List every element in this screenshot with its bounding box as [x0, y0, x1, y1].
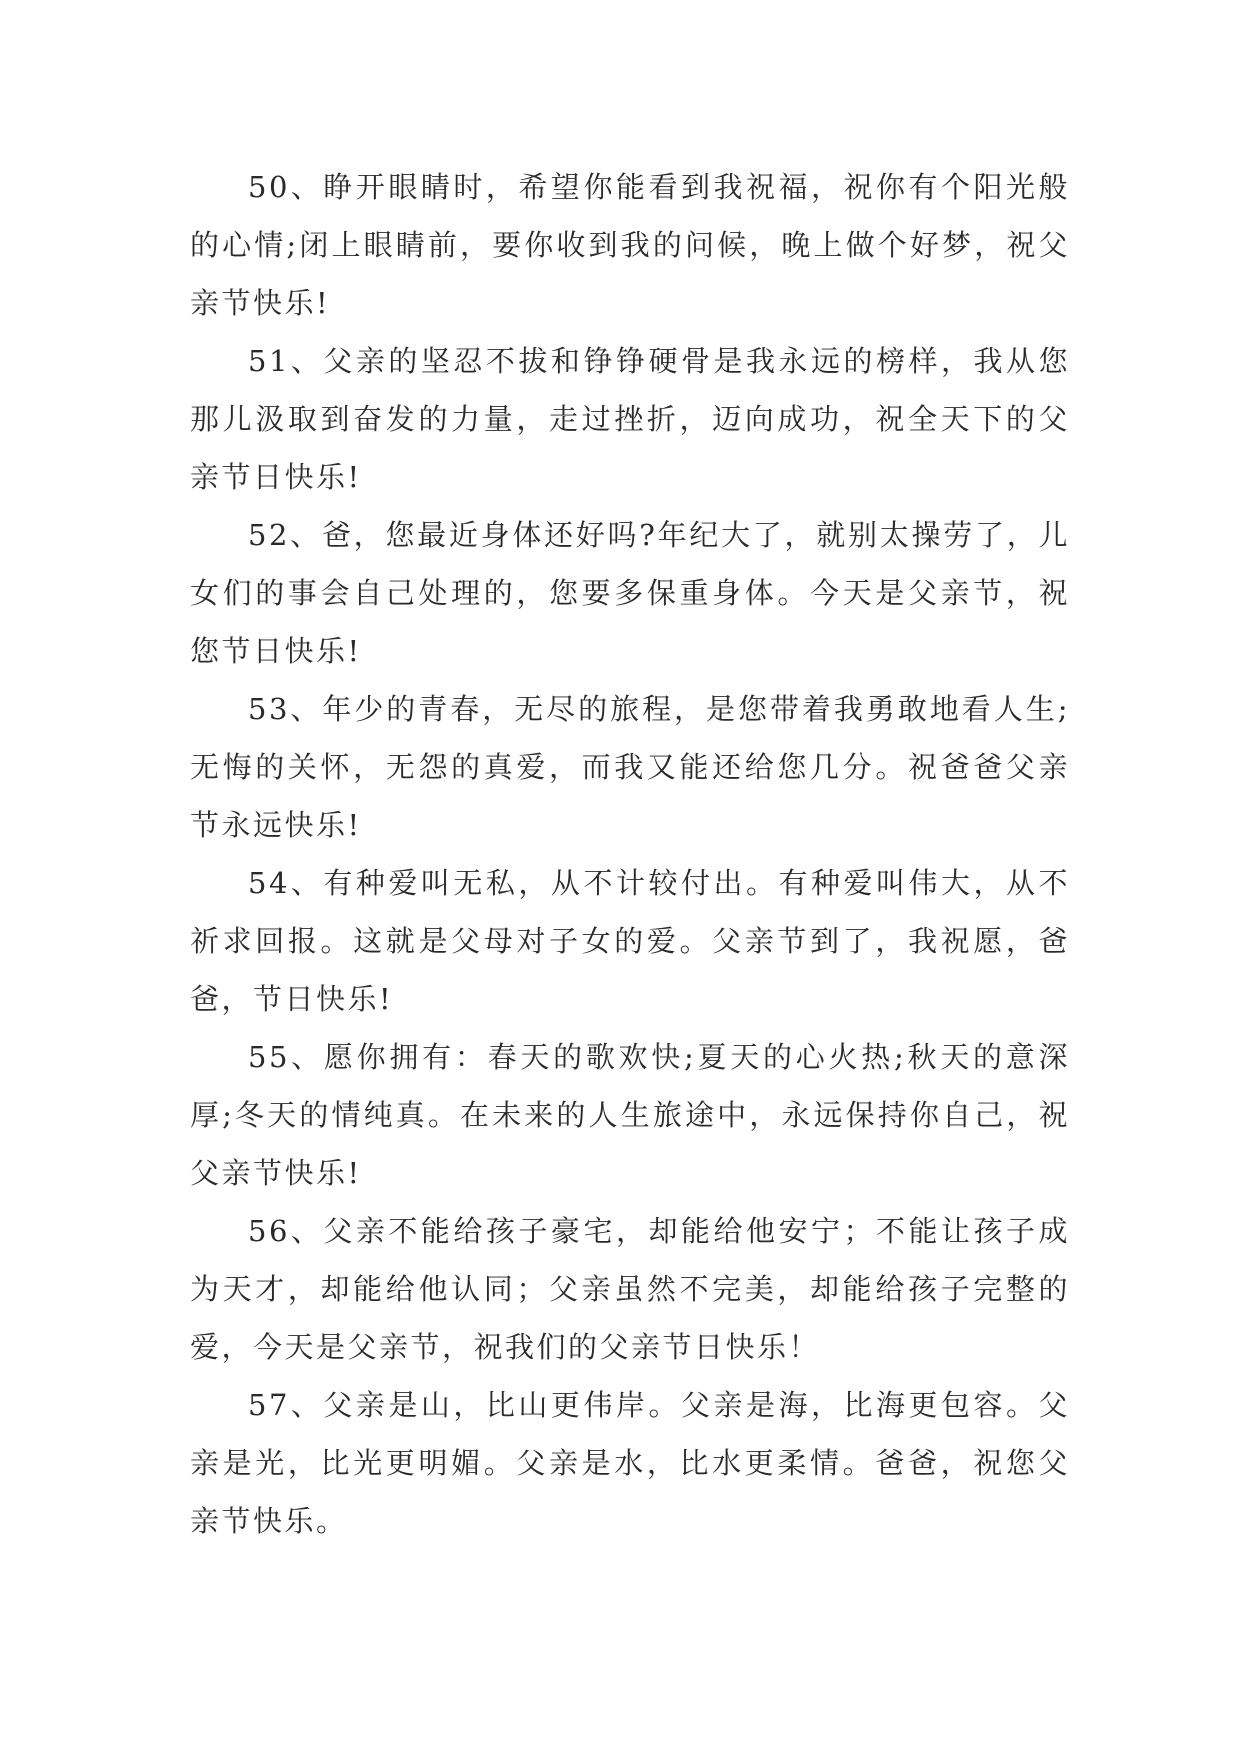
- paragraph-53: 53、年少的青春，无尽的旅程，是您带着我勇敢地看人生;无悔的关怀，无怨的真爱，而我又能还给您几分。祝爸爸父亲节永远快乐!: [190, 692, 1070, 842]
- paragraph-50: 50、睁开眼睛时，希望你能看到我祝福，祝你有个阳光般的心情;闭上眼睛前，要你收到我的问候，晚上做个好梦，祝父亲节快乐!: [190, 170, 1070, 320]
- document-body: [190, 158, 1070, 1550]
- paragraph-51: 51、父亲的坚忍不拔和铮铮硬骨是我永远的榜样，我从您那儿汲取到奋发的力量，走过挫折，迈向成功，祝全天下的父亲节日快乐!: [190, 344, 1070, 494]
- paragraph-52: 52、爸，您最近身体还好吗?年纪大了，就别太操劳了，儿女们的事会自己处理的，您要多保重身体。今天是父亲节，祝您节日快乐!: [190, 518, 1070, 668]
- paragraph-55: 55、愿你拥有：春天的歌欢快;夏天的心火热;秋天的意深厚;冬天的情纯真。在未来的人生旅途中，永远保持你自己，祝父亲节快乐!: [190, 1040, 1070, 1190]
- paragraph-54: 54、有种爱叫无私，从不计较付出。有种爱叫伟大，从不祈求回报。这就是父母对子女的爱。父亲节到了，我祝愿，爸爸，节日快乐!: [190, 866, 1070, 1016]
- paragraph-56: 56、父亲不能给孩子豪宅，却能给他安宁；不能让孩子成为天才，却能给他认同；父亲虽然不完美，却能给孩子完整的爱，今天是父亲节，祝我们的父亲节日快乐！: [190, 1214, 1070, 1364]
- paragraph-57: 57、父亲是山，比山更伟岸。父亲是海，比海更包容。父亲是光，比光更明媚。父亲是水，比水更柔情。爸爸，祝您父亲节快乐。: [190, 1388, 1070, 1538]
